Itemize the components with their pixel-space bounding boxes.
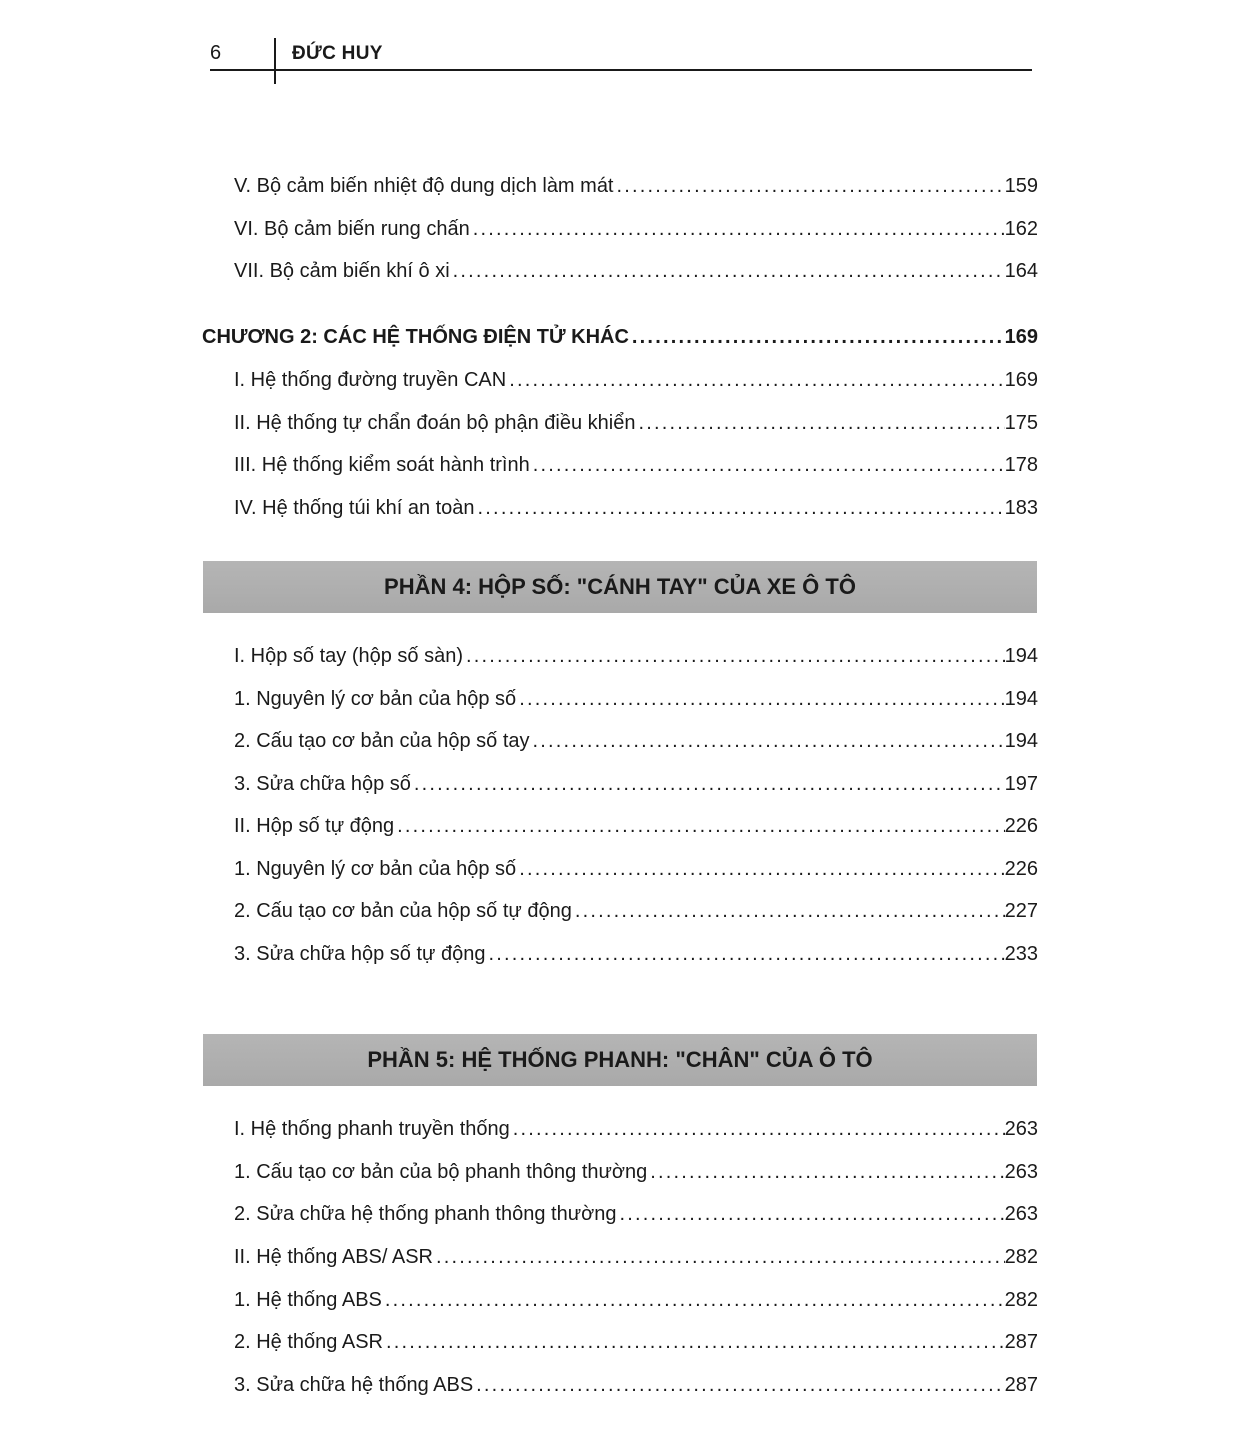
toc-page: 282: [1004, 1246, 1038, 1268]
chapter-page: 169: [1004, 326, 1038, 348]
toc-leader: [614, 171, 1005, 201]
toc-entry: [234, 493, 1038, 523]
toc-leader: [463, 641, 1005, 671]
toc-title: 1. Nguyên lý cơ bản của hộp số: [234, 858, 517, 880]
toc-title: VII. Bộ cảm biến khí ô xi: [234, 260, 450, 282]
toc-page: 159: [1004, 175, 1038, 197]
toc-entry: [234, 408, 1038, 438]
toc-entry: [234, 769, 1038, 799]
toc-page: 194: [1004, 688, 1038, 710]
toc-page: 263: [1004, 1161, 1038, 1183]
header-rule: [210, 69, 1032, 71]
toc-title: 3. Sửa chữa hệ thống ABS: [234, 1374, 474, 1396]
toc-entry: [234, 896, 1038, 926]
part-banner: [203, 561, 1037, 613]
toc-title: V. Bộ cảm biến nhiệt độ dung dịch làm mát: [234, 175, 614, 197]
toc-leader: [506, 365, 1004, 395]
toc-entry: [234, 1285, 1038, 1315]
toc-entry: [234, 365, 1038, 395]
toc-page: 227: [1004, 900, 1038, 922]
toc-page: 226: [1004, 815, 1038, 837]
toc-leader: [383, 1327, 1005, 1357]
toc-entry: [234, 1242, 1038, 1272]
toc-chapter: [202, 322, 1038, 352]
toc-leader: [516, 684, 1004, 714]
toc-page: 197: [1004, 773, 1038, 795]
toc-page: 194: [1004, 645, 1038, 667]
toc-page: 194: [1004, 730, 1038, 752]
toc-leader: [470, 214, 1005, 244]
toc-title: 3. Sửa chữa hộp số: [234, 773, 411, 795]
toc-entry: [234, 450, 1038, 480]
toc-title: IV. Hệ thống túi khí an toàn: [234, 497, 475, 519]
running-header: [210, 38, 1032, 86]
toc-leader: [516, 854, 1004, 884]
toc-title: 1. Hệ thống ABS: [234, 1289, 382, 1311]
toc-title: 2. Hệ thống ASR: [234, 1331, 383, 1353]
toc-leader: [647, 1157, 1004, 1187]
toc-title: I. Hệ thống phanh truyền thống: [234, 1118, 510, 1140]
toc-page: 169: [1004, 369, 1038, 391]
toc-leader: [629, 322, 1005, 352]
toc-entry: [234, 684, 1038, 714]
author-name: ĐỨC HUY: [292, 43, 383, 64]
toc-page: 226: [1004, 858, 1038, 880]
toc-page: 233: [1004, 943, 1038, 965]
toc-entry: [234, 171, 1038, 201]
toc-leader: [510, 1114, 1005, 1144]
part-banner: [203, 1034, 1037, 1086]
toc-entry: [234, 1327, 1038, 1357]
toc-title: VI. Bộ cảm biến rung chấn: [234, 218, 470, 240]
toc-entry: [234, 1370, 1038, 1400]
toc-leader: [475, 493, 1005, 523]
toc-leader: [473, 1370, 1004, 1400]
toc-page: 263: [1004, 1203, 1038, 1225]
part-title: PHẦN 4: HỘP SỐ: "CÁNH TAY" CỦA XE Ô TÔ: [384, 574, 856, 599]
header-divider: [274, 38, 276, 84]
toc-entry: [234, 854, 1038, 884]
toc-title: 2. Cấu tạo cơ bản của hộp số tay: [234, 730, 530, 752]
toc-leader: [433, 1242, 1005, 1272]
toc-entry: [234, 1199, 1038, 1229]
part-title: PHẦN 5: HỆ THỐNG PHANH: "CHÂN" CỦA Ô TÔ: [367, 1047, 873, 1072]
toc-leader: [394, 811, 1004, 841]
toc-leader: [530, 726, 1005, 756]
toc-leader: [450, 256, 1005, 286]
toc-leader: [530, 450, 1005, 480]
toc-leader: [572, 896, 1005, 926]
toc-title: 3. Sửa chữa hộp số tự động: [234, 943, 486, 965]
toc-entry: [234, 641, 1038, 671]
toc-leader: [382, 1285, 1005, 1315]
toc-page: 263: [1004, 1118, 1038, 1140]
toc-title: I. Hộp số tay (hộp số sàn): [234, 645, 464, 667]
toc-title: 2. Sửa chữa hệ thống phanh thông thường: [234, 1203, 617, 1225]
toc-entry: [234, 939, 1038, 969]
toc-entry: [234, 1157, 1038, 1187]
toc-entry: [234, 811, 1038, 841]
toc-leader: [485, 939, 1004, 969]
page-number: 6: [210, 42, 222, 64]
toc-title: 1. Nguyên lý cơ bản của hộp số: [234, 688, 517, 710]
toc-leader: [616, 1199, 1004, 1229]
toc-leader: [635, 408, 1004, 438]
toc-title: II. Hệ thống ABS/ ASR: [234, 1246, 434, 1268]
toc-entry: [234, 214, 1038, 244]
toc-page: 175: [1004, 412, 1038, 434]
toc-page: 287: [1004, 1331, 1038, 1353]
toc-page: 183: [1004, 497, 1038, 519]
toc-page: 164: [1004, 260, 1038, 282]
toc-title: 2. Cấu tạo cơ bản của hộp số tự động: [234, 900, 572, 922]
toc-title: I. Hệ thống đường truyền CAN: [234, 369, 507, 391]
toc-title: II. Hệ thống tự chẩn đoán bộ phận điều khiển: [234, 412, 636, 434]
toc-page: 178: [1004, 454, 1038, 476]
toc-page: 282: [1004, 1289, 1038, 1311]
toc-entry: [234, 1114, 1038, 1144]
toc-leader: [411, 769, 1005, 799]
toc-page: 287: [1004, 1374, 1038, 1396]
toc-entry: [234, 256, 1038, 286]
toc-title: 1. Cấu tạo cơ bản của bộ phanh thông thường: [234, 1161, 648, 1183]
toc-title: III. Hệ thống kiểm soát hành trình: [234, 454, 530, 476]
toc-page: 162: [1004, 218, 1038, 240]
chapter-title: CHƯƠNG 2: CÁC HỆ THỐNG ĐIỆN TỬ KHÁC: [202, 326, 629, 348]
toc-entry: [234, 726, 1038, 756]
toc-title: II. Hộp số tự động: [234, 815, 395, 837]
